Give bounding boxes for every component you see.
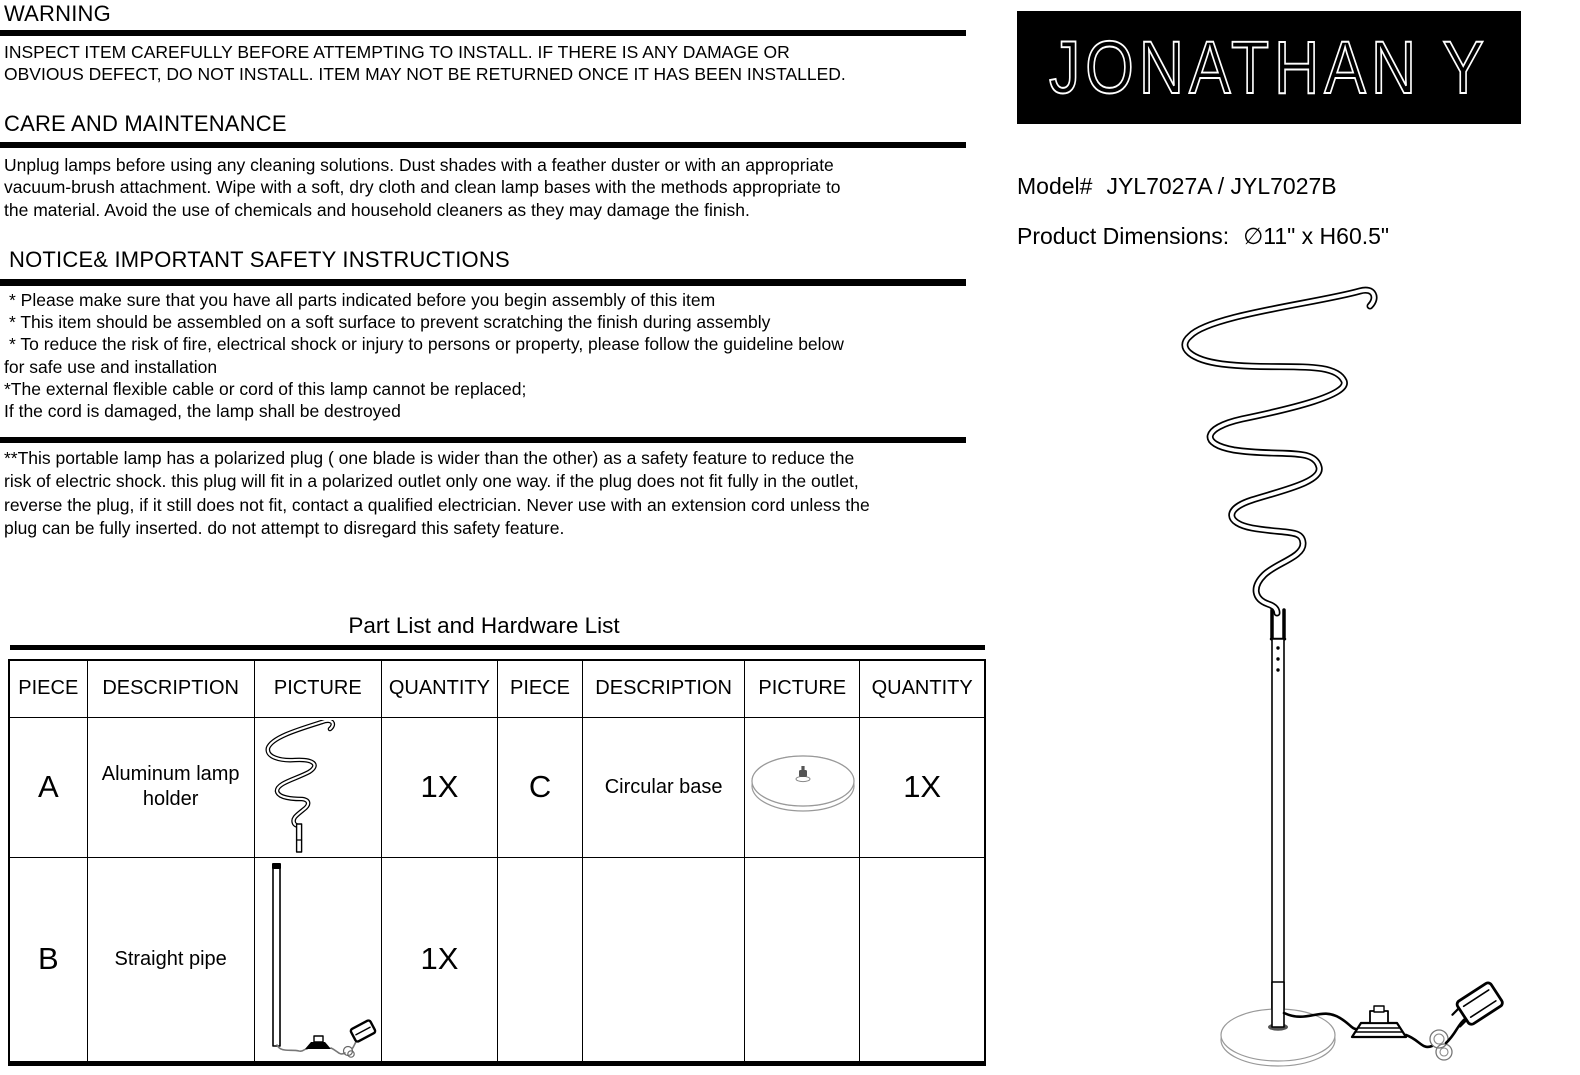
description-cell: Circular base (583, 717, 745, 857)
dimensions-label: Product Dimensions: (1017, 223, 1230, 249)
brand-logo (1017, 11, 1521, 124)
warning-body-line: OBVIOUS DEFECT, DO NOT INSTALL. ITEM MAY NOT BE RETURNED ONCE IT HAS BEEN INSTALLED. (4, 64, 846, 85)
piece-cell (497, 857, 582, 1063)
plug-warning-line: risk of electric shock. this plug will fit in a polarized outlet only one way. if the plug does not fit fully in the outlet, (4, 471, 859, 492)
polarized-plug-warning (4, 447, 870, 540)
warning-heading: WARNING (4, 1, 111, 26)
plug-warning-line: reverse the plug, if it still does not fit, contact a qualified electrician. Never use with an extension cord unless the (4, 494, 870, 515)
care-body-line: Unplug lamps before using any cleaning solutions. Dust shades with a feather duster or with an appropriate (4, 155, 834, 175)
brand-logo-wordmark (1017, 11, 1521, 124)
quantity-cell: 1X (860, 717, 985, 857)
notice-item: * This item should be assembled on a soft surface to prevent scratching the finish during assembly (9, 312, 771, 333)
description-cell: Straight pipe (87, 857, 254, 1063)
care-body-line: the material. Avoid the use of chemicals and household cleaners as they may damage the finish. (4, 199, 750, 220)
notice-list (4, 289, 844, 422)
parts-row-b (9, 857, 985, 1063)
quantity-cell: 1X (381, 717, 497, 857)
model-label: Model# (1017, 173, 1093, 199)
description-cell: Aluminum lamp holder (87, 717, 254, 857)
dimensions-line (1017, 223, 1389, 250)
care-heading: CARE AND MAINTENANCE (4, 111, 287, 136)
piece-cell: B (9, 857, 87, 1063)
plug-warning-line: plug can be fully inserted. do not attempt to disregard this safety feature. (4, 517, 565, 538)
notice-item: * Please make sure that you have all parts indicated before you begin assembly of this item (9, 290, 716, 310)
circular-base-picture (749, 748, 857, 826)
notice-item: * To reduce the risk of fire, electrical shock or injury to persons or property, please follow the guideline below (9, 334, 844, 355)
lamp-illustration (1138, 282, 1568, 1075)
header-picture: PICTURE (254, 660, 381, 717)
section-divider (0, 437, 966, 443)
picture-cell (745, 717, 860, 857)
section-divider (0, 142, 966, 148)
notice-item: for safe use and installation (4, 356, 218, 377)
notice-item: *The external flexible cable or cord of this lamp cannot be replaced; (4, 378, 527, 399)
quantity-cell (860, 857, 985, 1063)
description-cell (583, 857, 745, 1063)
header-description: DESCRIPTION (87, 660, 254, 717)
model-line (1017, 173, 1337, 200)
header-description: DESCRIPTION (583, 660, 745, 717)
picture-cell (745, 857, 860, 1063)
piece-cell: C (497, 717, 582, 857)
header-quantity: QUANTITY (860, 660, 985, 717)
care-body-line: vacuum-brush attachment. Wipe with a soft, dry cloth and clean lamp bases with the methods appropriate to (4, 177, 841, 198)
warning-body-line: INSPECT ITEM CAREFULLY BEFORE ATTEMPTING TO INSTALL. IF THERE IS ANY DAMAGE OR (4, 42, 790, 62)
model-value: JYL7027A / JYL7027B (1106, 173, 1337, 199)
quantity-cell: 1X (381, 857, 497, 1063)
section-divider (0, 30, 966, 36)
parts-table (8, 659, 986, 1066)
dimensions-value: ∅11" x H60.5" (1243, 223, 1390, 249)
parts-row-a-c (9, 717, 985, 857)
straight-pipe-picture (259, 859, 379, 1059)
spiral-lamp-holder-picture (259, 720, 351, 854)
picture-cell (254, 857, 381, 1063)
header-quantity: QUANTITY (381, 660, 497, 717)
piece-cell: A (9, 717, 87, 857)
notice-heading: NOTICE& IMPORTANT SAFETY INSTRUCTIONS (9, 247, 510, 272)
parts-title: Part List and Hardware List (348, 613, 620, 638)
care-body (4, 154, 841, 221)
header-piece: PIECE (497, 660, 582, 717)
header-picture: PICTURE (745, 660, 860, 717)
plug-warning-line: **This portable lamp has a polarized plug ( one blade is wider than the other) as a safety feature to reduce the (4, 448, 855, 468)
parts-header-row (9, 660, 985, 717)
warning-body (4, 41, 846, 86)
notice-item: If the cord is damaged, the lamp shall be destroyed (4, 401, 401, 422)
picture-cell (254, 717, 381, 857)
section-divider (0, 279, 966, 286)
parts-title-underline (10, 645, 985, 650)
logo-text: JONATHAN Y (1049, 26, 1489, 109)
header-piece: PIECE (9, 660, 87, 717)
